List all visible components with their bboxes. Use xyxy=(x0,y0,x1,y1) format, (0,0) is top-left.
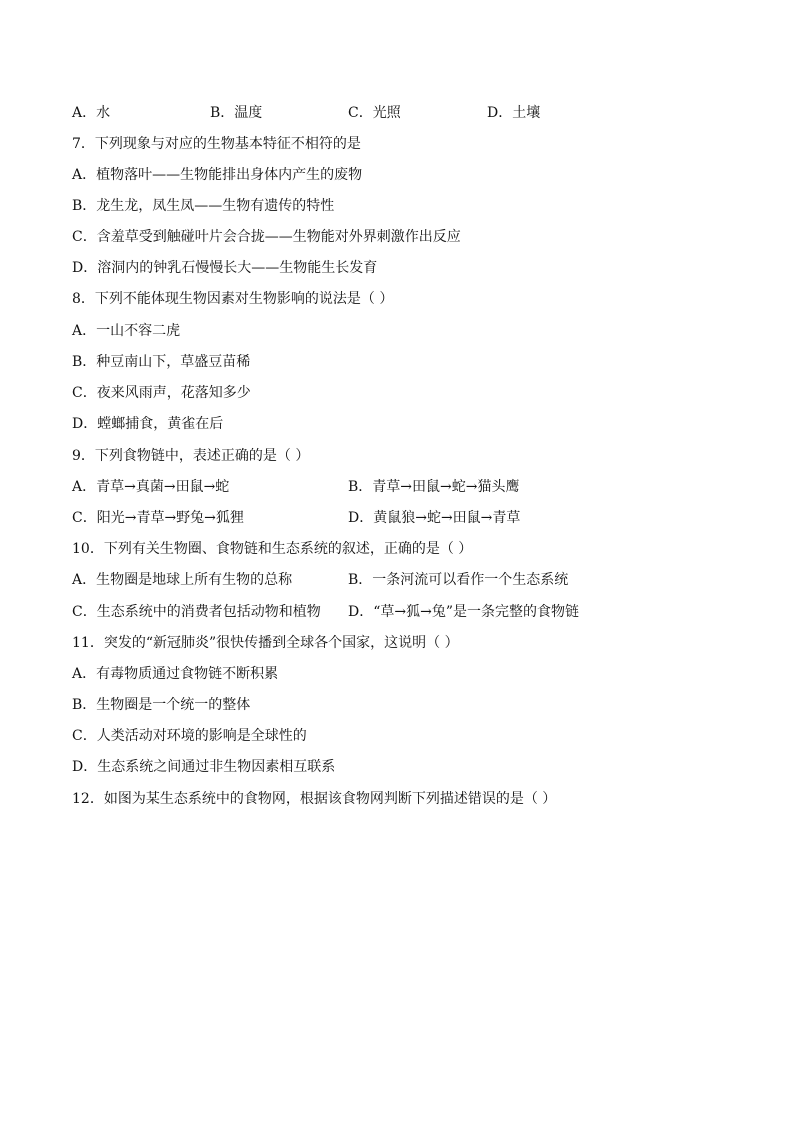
q8-option-b: B．种豆南山下，草盛豆苗稀 xyxy=(72,354,251,370)
q11-stem: 11．突发的“新冠肺炎”很快传播到全球各个国家，这说明（ ） xyxy=(72,635,459,651)
q7-option-a: A．植物落叶——生物能排出身体内产生的废物 xyxy=(72,167,363,183)
q8-stem: 8．下列不能体现生物因素对生物影响的说法是（ ） xyxy=(72,291,394,307)
q12-stem: 12．如图为某生态系统中的食物网，根据该食物网判断下列描述错误的是（ ） xyxy=(72,791,557,807)
q6-option-d: D．土壤 xyxy=(487,105,541,121)
q8-option-d: D．螳螂捕食，黄雀在后 xyxy=(72,416,224,432)
q6-option-b: B．温度 xyxy=(210,105,263,121)
q10-option-d: D．“草→狐→兔”是一条完整的食物链 xyxy=(348,604,579,620)
q11-option-a: A．有毒物质通过食物链不断积累 xyxy=(72,666,279,682)
q9-option-a: A．青草→真菌→田鼠→蛇 xyxy=(72,479,230,495)
q7-option-c: C．含羞草受到触碰叶片会合拢——生物能对外界刺激作出反应 xyxy=(72,229,461,245)
q11-option-b: B．生物圈是一个统一的整体 xyxy=(72,697,251,713)
q6-option-a: A．水 xyxy=(72,105,111,121)
q9-option-c: C．阳光→青草→野兔→狐狸 xyxy=(72,510,244,526)
q8-option-c: C．夜来风雨声，花落知多少 xyxy=(72,385,251,401)
q11-option-c: C．人类活动对环境的影响是全球性的 xyxy=(72,728,307,744)
q7-stem: 7．下列现象与对应的生物基本特征不相符的是 xyxy=(72,136,361,152)
q10-option-c: C．生态系统中的消费者包括动物和植物 xyxy=(72,604,321,620)
q7-option-d: D．溶洞内的钟乳石慢慢长大——生物能生长发育 xyxy=(72,260,378,276)
q6-option-c: C．光照 xyxy=(348,105,401,121)
q10-option-b: B．一条河流可以看作一个生态系统 xyxy=(348,572,569,588)
q9-option-d: D．黄鼠狼→蛇→田鼠→青草 xyxy=(348,510,521,526)
q10-stem: 10．下列有关生物圈、食物链和生态系统的叙述，正确的是（ ） xyxy=(72,541,473,557)
q11-option-d: D．生态系统之间通过非生物因素相互联系 xyxy=(72,759,336,775)
q10-option-a: A．生物圈是地球上所有生物的总称 xyxy=(72,572,293,588)
q9-stem: 9．下列食物链中，表述正确的是（ ） xyxy=(72,448,310,464)
q8-option-a: A．一山不容二虎 xyxy=(72,323,181,339)
q7-option-b: B．龙生龙，凤生凤——生物有遗传的特性 xyxy=(72,198,335,214)
q9-option-b: B．青草→田鼠→蛇→猫头鹰 xyxy=(348,479,520,495)
